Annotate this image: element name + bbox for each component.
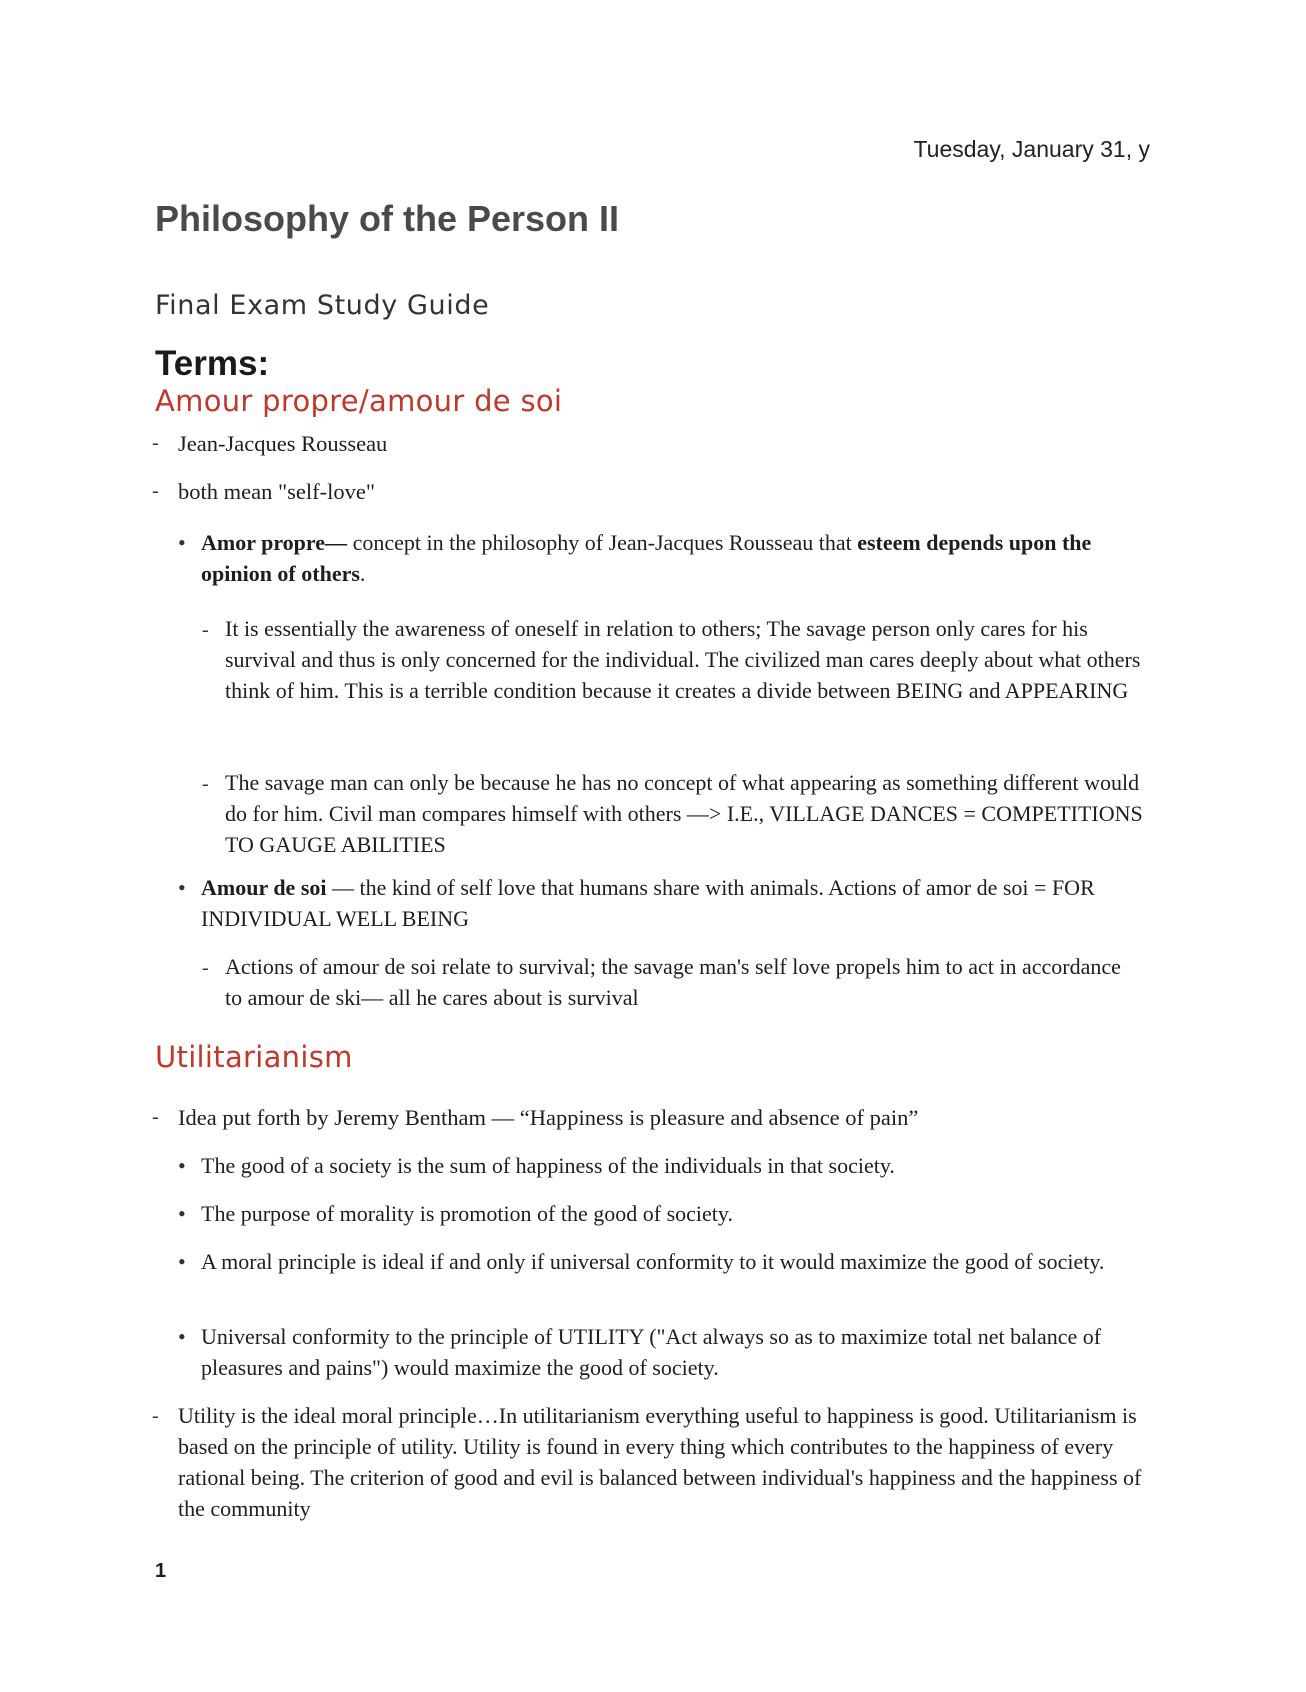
bullet-marker: •	[178, 1153, 186, 1178]
list-item-rousseau: Jean-Jacques Rousseau	[178, 431, 388, 456]
page-number: 1	[155, 1560, 167, 1582]
sub-item-survival: Actions of amour de soi relate to survival; the savage man's self love propels him to act in accordance to amour de ski— all he cares about is survival	[225, 954, 1121, 1010]
terms-heading: Terms:	[155, 344, 270, 383]
list-item-utility: Utility is the ideal moral principle…In utilitarianism everything useful to happiness is good. Utilitarianism is based on the principle of utility. Utility is found in every thing which contributes to the happiness of every rational being. The criterion of good and evil is balanced between individual's happiness and the happiness of the community	[178, 1403, 1142, 1521]
bullet-moral-principle: A moral principle is ideal if and only if universal conformity to it would maximize the good of society.	[201, 1249, 1105, 1274]
amour-de-soi-text: — the kind of self love that humans share with animals. Actions of amor de soi = FOR INDIVIDUAL WELL BEING	[201, 875, 1095, 931]
term-amour-de-soi: Amour de soi	[201, 875, 327, 900]
section-heading-amour: Amour propre/amour de soi	[155, 384, 563, 418]
bullet-purpose-of-morality: The purpose of morality is promotion of the good of society.	[201, 1201, 733, 1226]
amor-propre-period: .	[359, 561, 366, 586]
dash-marker: -	[152, 432, 159, 454]
section-heading-utilitarianism: Utilitarianism	[155, 1040, 353, 1074]
dash-marker: -	[202, 957, 209, 979]
amor-propre-text: concept in the philosophy of Jean-Jacques Rousseau that	[347, 530, 858, 555]
term-amor-propre: Amor propre—	[201, 530, 348, 555]
bullet-good-of-society: The good of a society is the sum of happiness of the individuals in that society.	[201, 1153, 895, 1178]
list-item-bentham: Idea put forth by Jeremy Bentham — “Happiness is pleasure and absence of pain”	[178, 1105, 919, 1130]
dash-marker: -	[152, 480, 159, 502]
bullet-marker: •	[178, 875, 186, 900]
bullet-marker: •	[178, 1249, 186, 1274]
list-item-self-love: both mean "self-love"	[178, 479, 376, 504]
dash-marker: -	[152, 1405, 159, 1427]
bullet-amour-de-soi	[201, 872, 1141, 934]
amor-propre-bold: esteem depends upon the opinion of others	[201, 530, 1092, 586]
dash-marker: -	[202, 773, 209, 795]
sub-item-awareness: It is essentially the awareness of oneself in relation to others; The savage person only cares for his survival and thus is only concerned for the individual. The civilized man cares deeply about what others think of him. This is a terrible condition because it creates a divide between BEING and APPEARING	[225, 616, 1141, 703]
dash-marker: -	[202, 619, 209, 641]
document-title: Philosophy of the Person II	[155, 198, 620, 239]
page-date: Tuesday, January 31, y	[913, 136, 1150, 162]
bullet-marker: •	[178, 530, 186, 555]
bullet-universal-conformity: Universal conformity to the principle of UTILITY ("Act always so as to maximize total net balance of pleasures and pains") would maximize the good of society.	[201, 1324, 1102, 1380]
bullet-marker: •	[178, 1324, 186, 1349]
dash-marker: -	[152, 1106, 159, 1128]
sub-item-savage-man: The savage man can only be because he has no concept of what appearing as something different would do for him. Civil man compares himself with others —> I.E., VILLAGE DANCES = COMPETITIONS TO GAUGE ABILITIES	[225, 770, 1143, 857]
bullet-marker: •	[178, 1201, 186, 1226]
bullet-amor-propre	[201, 527, 1141, 589]
document-subtitle: Final Exam Study Guide	[155, 290, 490, 321]
